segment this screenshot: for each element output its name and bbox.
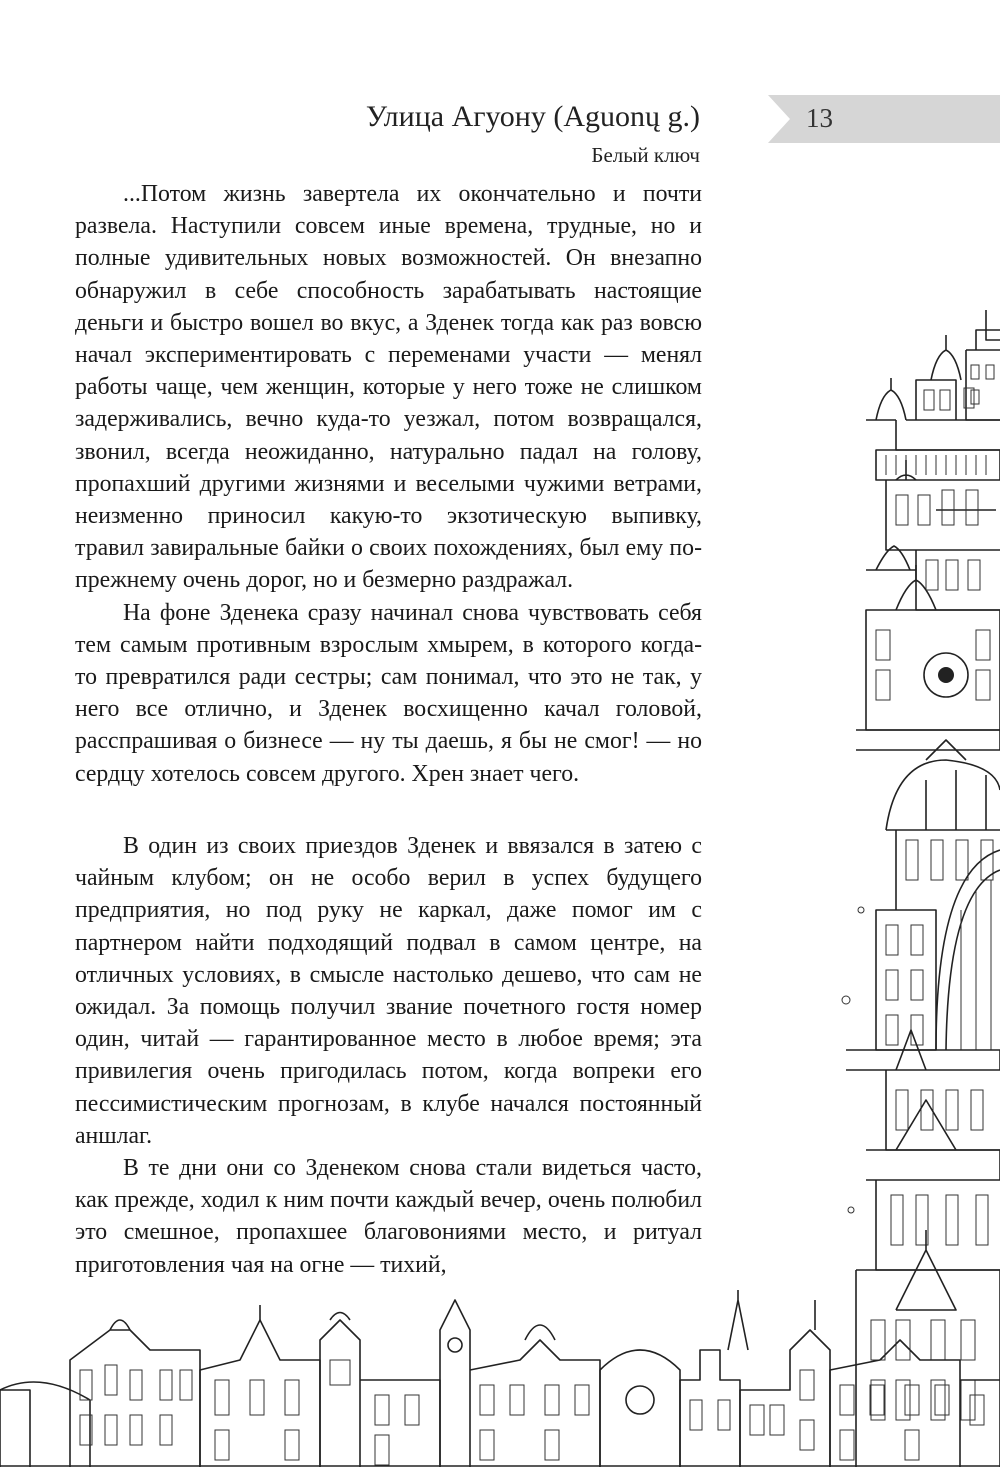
paragraph: В один из своих приездов Зденек и ввязался в затею с чайным клубом; он не особо верил в успех будущего предприятия, но под руку не каркал, даже помог им с партнером найти подходящий подвал в самом центре, на отличных условиях, в смысле настолько дешево, что сам не ожидал. За помощь получил звание почетного гостя номер один, читай — гарантированное место в любое время; эта привилегия очень пригодилась потом, когда вопреки его пессимистическим прогнозам, в клубе начался постоянный аншлаг. <box>75 833 702 1149</box>
chapter-subtitle: Белый ключ <box>591 143 700 167</box>
skyline-drawing <box>0 1290 1000 1467</box>
chapter-title: Улица Агуону (Aguonų g.) <box>365 100 700 133</box>
paragraph: На фоне Зденека сразу начинал снова чувствовать себя тем самым противным взрослым хмырем, в которого когда-то превратился ради сестры; сам понимал, что это не так, у него все отлично, и Зденек восхищенно качал головой, расспрашивая о бизнесе — ну ты даешь, я бы не смог! — но сердцу хотелось совсем другого. Хрен знает чего. <box>75 599 702 787</box>
city-skyline-illustration <box>0 1290 1000 1467</box>
body-text-section-2 <box>75 830 702 1281</box>
page-number-tab <box>768 95 1000 143</box>
paragraph: В те дни они со Зденеком снова стали видеться часто, как прежде, ходил к ним почти каждый вечер, очень полюбил это смешное, пропахшее благовониями место, и ритуал приготовления чая на огне — тихий, <box>75 1155 702 1278</box>
paragraph: ...Потом жизнь завертела их окончательно и почти развела. Наступили совсем иные времена, трудные, но и полные удивительных новых возможностей. Он внезапно обнаружил в себе способность зарабатывать настоящие деньги и быстро вошел во вкус, а Зденек тогда как раз вовсю начал экспериментировать с переменами участи — менял работы чаще, чем женщин, которые у него тоже не слишком задерживались, вечно куда-то уезжал, потом возвращался, звонил, всегда неожиданно, натурально падал на голову, пропахший другими жизнями и веселыми чужими ветрами, неизменно приносил какую-то экзотическую выпивку, травил завиральные байки о своих похождениях, был ему попрежнему очень дорог, но и безмерно раздражал. <box>75 181 702 594</box>
body-text-section-1 <box>75 178 702 790</box>
page-number: 13 <box>806 103 833 133</box>
